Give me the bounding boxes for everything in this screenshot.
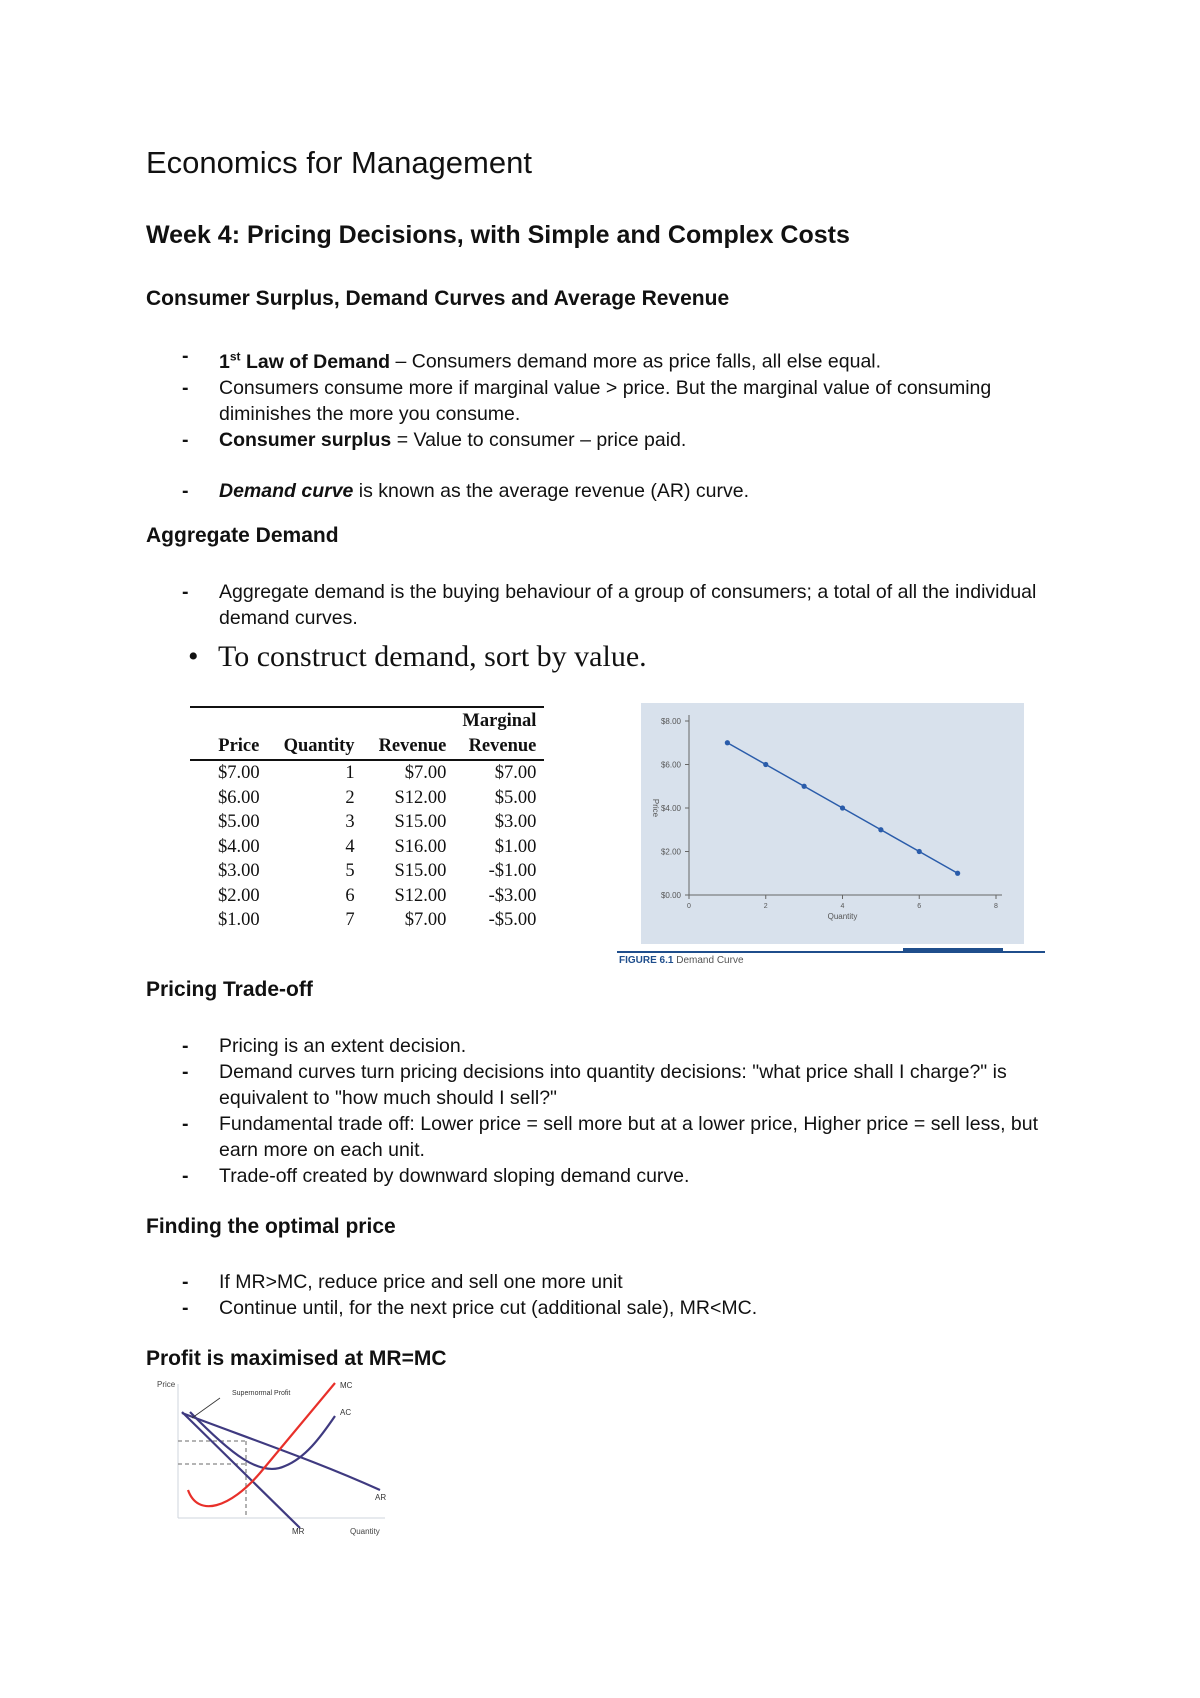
x-tick-label: 6 bbox=[917, 903, 922, 910]
table-cell: $2.00 bbox=[218, 885, 260, 906]
table-row bbox=[190, 786, 544, 811]
table-cell: S15.00 bbox=[394, 812, 447, 832]
table-cell: $7.00 bbox=[404, 763, 447, 783]
table-cell: $7.00 bbox=[218, 763, 260, 783]
table-cell: $5.00 bbox=[494, 787, 537, 808]
list-item: - Aggregate demand is the buying behaviour of a group of consumers; a total of all the individual demand curves. bbox=[146, 579, 1076, 631]
annotation-pointer bbox=[192, 1398, 220, 1418]
section-heading-optimal-price: Finding the optimal price bbox=[146, 1215, 396, 1238]
table-cell: S12.00 bbox=[394, 885, 447, 906]
table-row bbox=[190, 810, 544, 835]
x-tick-label: 2 bbox=[763, 903, 768, 910]
list-item: - Demand curve is known as the average revenue (AR) curve. bbox=[146, 478, 1076, 504]
list-item: - If MR>MC, reduce price and sell one more unit bbox=[146, 1269, 1076, 1295]
list-item: - Consumer surplus = Value to consumer – price paid. bbox=[146, 427, 1076, 453]
table-cell: $7.00 bbox=[404, 910, 447, 930]
x-tick-label: 0 bbox=[687, 903, 691, 910]
table-cell: -$3.00 bbox=[488, 885, 537, 906]
y-tick-label: $2.00 bbox=[660, 847, 681, 857]
table-cell: 1 bbox=[345, 763, 355, 783]
bullet-list-optimal-price bbox=[146, 1269, 1076, 1321]
table-row bbox=[190, 760, 544, 786]
table-header-revenue: Revenue bbox=[363, 734, 455, 760]
section-heading-consumer-surplus: Consumer Surplus, Demand Curves and Average Revenue bbox=[146, 287, 730, 310]
table-cell: $3.00 bbox=[494, 812, 537, 832]
table-header-marginal: Marginal bbox=[454, 707, 544, 734]
list-item: - Continue until, for the next price cut (additional sale), MR<MC. bbox=[146, 1295, 1076, 1321]
section-heading-aggregate-demand: Aggregate Demand bbox=[146, 524, 339, 547]
bullet-list-consumer-surplus bbox=[146, 343, 1076, 504]
x-tick-label: 4 bbox=[840, 903, 845, 910]
table-cell: $1.00 bbox=[218, 910, 260, 930]
table-cell: $6.00 bbox=[218, 787, 260, 808]
table-cell: $3.00 bbox=[218, 861, 260, 881]
y-tick-label: $0.00 bbox=[660, 891, 681, 900]
table-cell: S16.00 bbox=[394, 836, 447, 857]
week-heading: Week 4: Pricing Decisions, with Simple and Complex Costs bbox=[146, 221, 850, 249]
table-cell: 6 bbox=[345, 885, 355, 906]
slide-bullet: • To construct demand, sort by value. bbox=[188, 640, 647, 673]
table-header-price: Price bbox=[190, 734, 268, 760]
list-item: - Trade-off created by downward sloping demand curve. bbox=[146, 1163, 1076, 1189]
table-row bbox=[190, 835, 544, 860]
table-cell: $4.00 bbox=[218, 836, 260, 857]
demand-data-point bbox=[725, 740, 730, 745]
list-item: - Fundamental trade off: Lower price = sell more but at a lower price, Higher price = sell less, but earn more on each unit. bbox=[146, 1111, 1076, 1163]
demand-xlabel: Quantity bbox=[827, 912, 858, 921]
table-row bbox=[190, 884, 544, 909]
table-cell: -$1.00 bbox=[488, 861, 537, 881]
table-cell: -$5.00 bbox=[488, 910, 537, 930]
demand-curve-figure bbox=[641, 703, 1024, 944]
pricing-table bbox=[190, 706, 544, 933]
profit-max-diagram bbox=[150, 1378, 400, 1543]
ac-label: AC bbox=[340, 1408, 352, 1417]
document-title: Economics for Management bbox=[146, 145, 532, 180]
demand-data-point bbox=[955, 871, 960, 876]
table-cell: $1.00 bbox=[494, 836, 537, 857]
demand-data-point bbox=[840, 805, 845, 810]
mc-label: MC bbox=[340, 1381, 353, 1390]
list-item: - Consumers consume more if marginal value > price. But the marginal value of consuming diminishes the more you consume. bbox=[146, 375, 1076, 427]
section-heading-profit-max: Profit is maximised at MR=MC bbox=[146, 1347, 447, 1370]
supernormal-profit-label: Supernormal Profit bbox=[232, 1390, 291, 1397]
bullet-list-aggregate-demand bbox=[146, 579, 1076, 631]
ar-label: AR bbox=[375, 1493, 387, 1502]
table-cell: 5 bbox=[345, 861, 355, 881]
table-cell: 3 bbox=[345, 812, 355, 832]
y-tick-label: $6.00 bbox=[660, 760, 681, 770]
table-cell: 2 bbox=[345, 787, 355, 808]
table-cell: $5.00 bbox=[218, 812, 260, 832]
section-heading-pricing-tradeoff: Pricing Trade-off bbox=[146, 978, 313, 1001]
mr-curve bbox=[182, 1412, 300, 1528]
y-tick-label: $8.00 bbox=[660, 717, 681, 726]
table-row bbox=[190, 908, 544, 933]
demand-data-point bbox=[763, 762, 768, 767]
table-header-quantity: Quantity bbox=[268, 734, 363, 760]
table-cell: S15.00 bbox=[394, 861, 447, 881]
figure-rule bbox=[617, 951, 1045, 953]
table-row bbox=[190, 859, 544, 884]
demand-ylabel: Price bbox=[651, 798, 660, 818]
list-item: - Pricing is an extent decision. bbox=[146, 1033, 1076, 1059]
table-cell: 7 bbox=[345, 910, 355, 930]
demand-curve-chart bbox=[641, 703, 1024, 944]
demand-data-point bbox=[802, 784, 807, 789]
list-item: - 1st Law of Demand – Consumers demand more as price falls, all else equal. bbox=[146, 343, 1076, 375]
bullet-dot-icon: • bbox=[188, 640, 199, 673]
figure-rule-accent bbox=[903, 948, 1003, 951]
figure-caption: FIGURE 6.1 Demand Curve bbox=[619, 955, 744, 966]
ar-curve bbox=[182, 1413, 380, 1490]
demand-data-point bbox=[878, 827, 883, 832]
table-cell: S12.00 bbox=[394, 787, 447, 808]
list-item: - Demand curves turn pricing decisions into quantity decisions: "what price shall I charge?" is equivalent to "how much should I sell?" bbox=[146, 1059, 1076, 1111]
profit-ylabel: Price bbox=[157, 1380, 176, 1389]
table-cell: $7.00 bbox=[494, 763, 537, 783]
bullet-list-pricing-tradeoff bbox=[146, 1033, 1076, 1189]
profit-xlabel: Quantity bbox=[350, 1527, 380, 1536]
table-cell: 4 bbox=[345, 836, 355, 857]
y-tick-label: $4.00 bbox=[660, 804, 681, 813]
x-tick-label: 8 bbox=[994, 903, 998, 910]
demand-data-point bbox=[917, 849, 922, 854]
table-header-marginal-revenue: Revenue bbox=[454, 734, 544, 760]
mr-label: MR bbox=[292, 1527, 305, 1536]
